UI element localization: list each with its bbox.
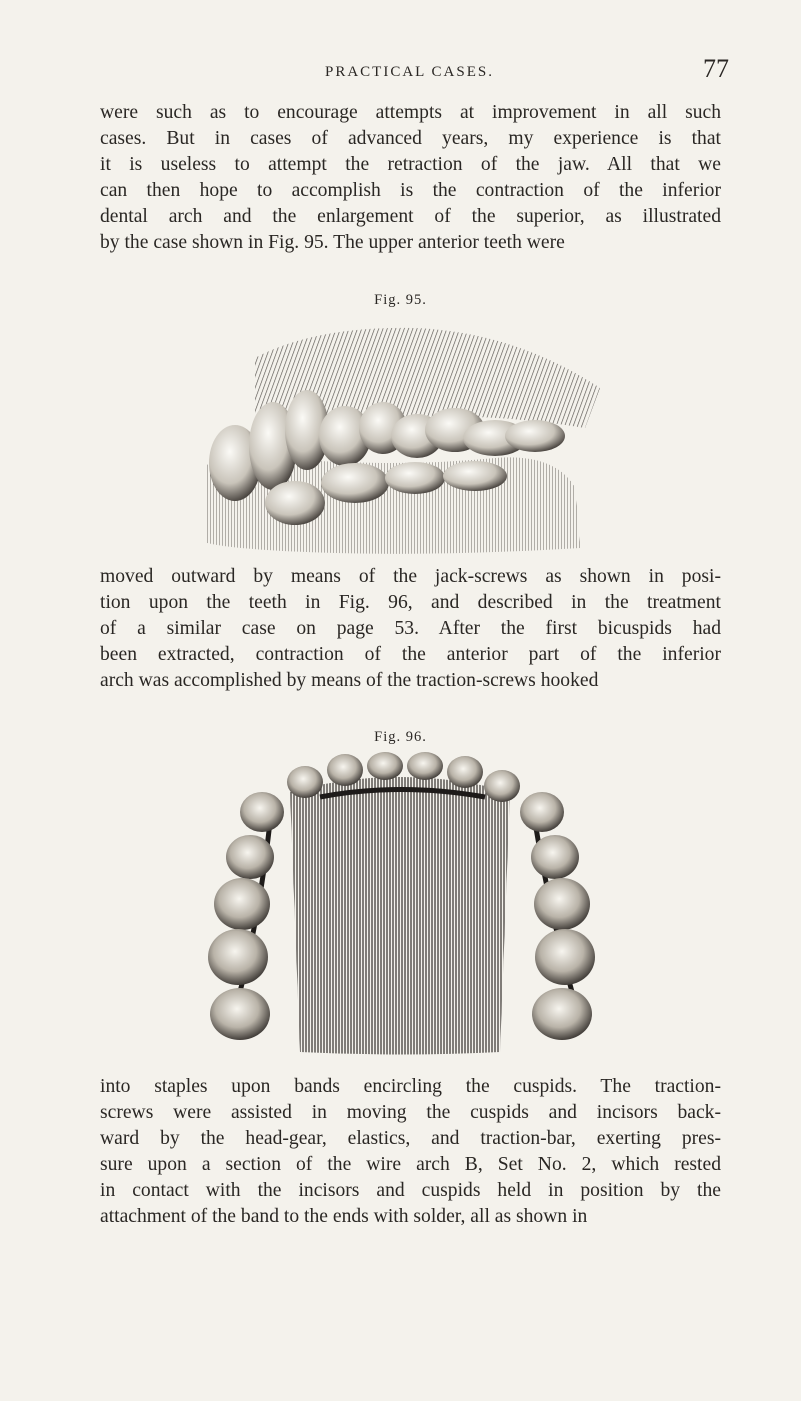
paragraph-1 <box>100 100 721 256</box>
paragraph-3 <box>100 1074 721 1230</box>
text-line: in contact with the incisors and cuspids held in position by the <box>100 1180 721 1201</box>
text-line: it is useless to attempt the retraction of the jaw. All that we <box>100 154 721 175</box>
text-line: screws were assisted in moving the cuspids and incisors back- <box>100 1102 721 1123</box>
figure-95-dental-model-side-view <box>195 318 620 558</box>
text-line: sure upon a section of the wire arch B, Set No. 2, which rested <box>100 1154 721 1175</box>
text-line: cases. But in cases of advanced years, my experience is that <box>100 128 721 149</box>
page-header <box>90 54 729 92</box>
paragraph-2 <box>100 564 721 694</box>
text-line: into staples upon bands encircling the cuspids. The traction- <box>100 1076 721 1097</box>
text-line: tion upon the teeth in Fig. 96, and described in the treatment <box>100 592 721 613</box>
figure-95-caption: Fig. 95. <box>374 292 427 308</box>
teeth-left <box>208 792 284 1040</box>
palate <box>290 777 510 1055</box>
text-line: arch was accomplished by means of the traction-screws hooked <box>100 670 599 691</box>
text-line: dental arch and the enlargement of the superior, as illustrated <box>100 206 721 227</box>
text-line: attachment of the band to the ends with solder, all as shown in <box>100 1206 588 1227</box>
figure-96-dental-arch-occlusal-view <box>200 752 605 1064</box>
teeth-right <box>520 792 595 1040</box>
text-line: can then hope to accomplish is the contraction of the inferior <box>100 180 721 201</box>
page-number: 77 <box>703 54 729 83</box>
text-line: been extracted, contraction of the anterior part of the inferior <box>100 644 721 665</box>
text-line: of a similar case on page 53. After the first bicuspids had <box>100 618 721 639</box>
text-line: moved outward by means of the jack-screws as shown in posi- <box>100 566 721 587</box>
text-line: ward by the head-gear, elastics, and traction-bar, exerting pres- <box>100 1128 721 1149</box>
text-line: were such as to encourage attempts at improvement in all such <box>100 102 721 123</box>
figure-96-caption: Fig. 96. <box>374 729 427 745</box>
text-line: by the case shown in Fig. 95. The upper anterior teeth were <box>100 232 565 253</box>
running-head: PRACTICAL CASES. <box>325 64 494 80</box>
